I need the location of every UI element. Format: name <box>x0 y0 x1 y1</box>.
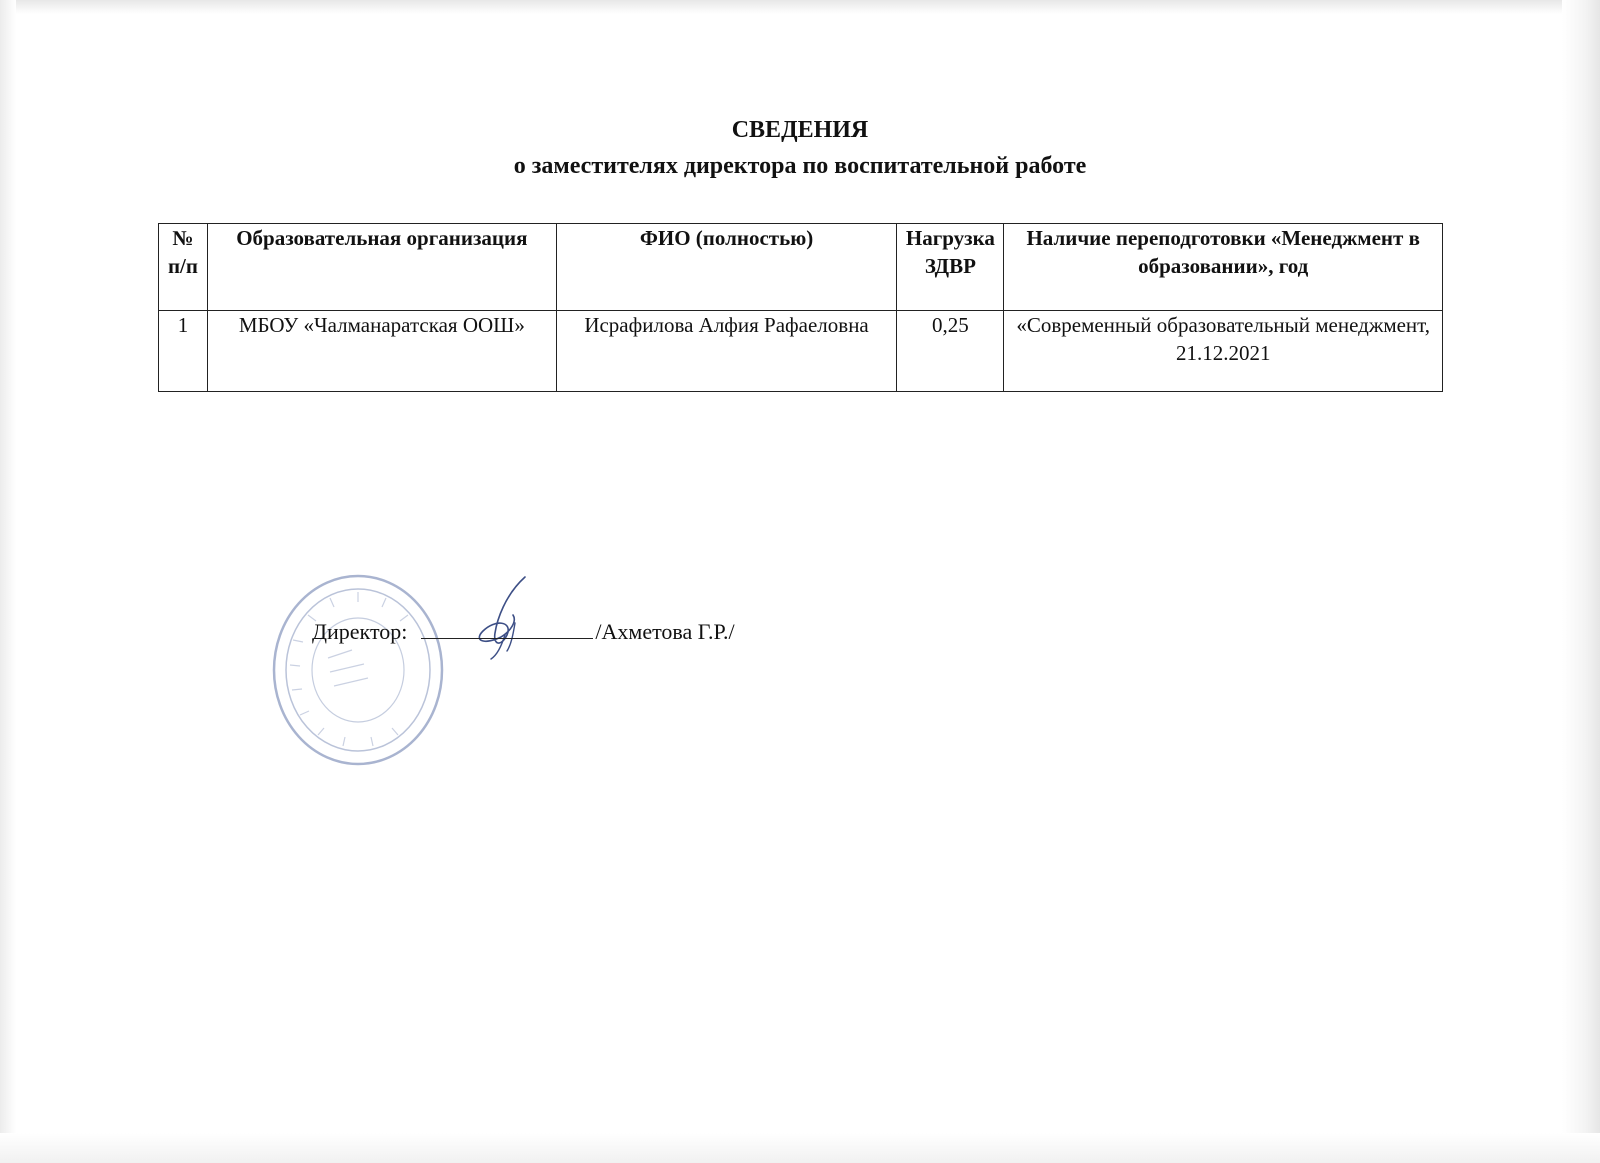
document-subtitle: о заместителях директора по воспитательной работе <box>513 153 1087 179</box>
header-load: Нагрузка ЗДВР <box>897 224 1004 311</box>
scan-edge-top <box>0 0 1600 14</box>
cell-load: 0,25 <box>897 311 1004 392</box>
deputies-table <box>158 223 1443 392</box>
signature-line <box>421 618 593 639</box>
document-title: СВЕДЕНИЯ <box>731 117 869 143</box>
header-training: Наличие переподготовки «Менеджмент в образовании», год <box>1004 224 1443 311</box>
header-full-name: ФИО (полностью) <box>556 224 897 311</box>
cell-organization: МБОУ «Чалманаратская ООШ» <box>207 311 556 392</box>
table-header-row <box>159 224 1443 311</box>
cell-number: 1 <box>159 311 208 392</box>
header-organization: Образовательная организация <box>207 224 556 311</box>
cell-full-name: Исрафилова Алфия Рафаеловна <box>556 311 897 392</box>
official-stamp-icon <box>268 570 448 770</box>
table-row <box>159 311 1443 392</box>
document-header <box>0 112 1600 184</box>
cell-training: «Современный образовательный менеджмент, 21.12.2021 <box>1004 311 1443 392</box>
scan-edge-bottom <box>0 1133 1600 1163</box>
header-number: № п/п <box>159 224 208 311</box>
signature-label: Директор: <box>312 619 408 644</box>
signature-name: /Ахметова Г.Р./ <box>595 619 735 644</box>
signature-block <box>312 618 735 646</box>
